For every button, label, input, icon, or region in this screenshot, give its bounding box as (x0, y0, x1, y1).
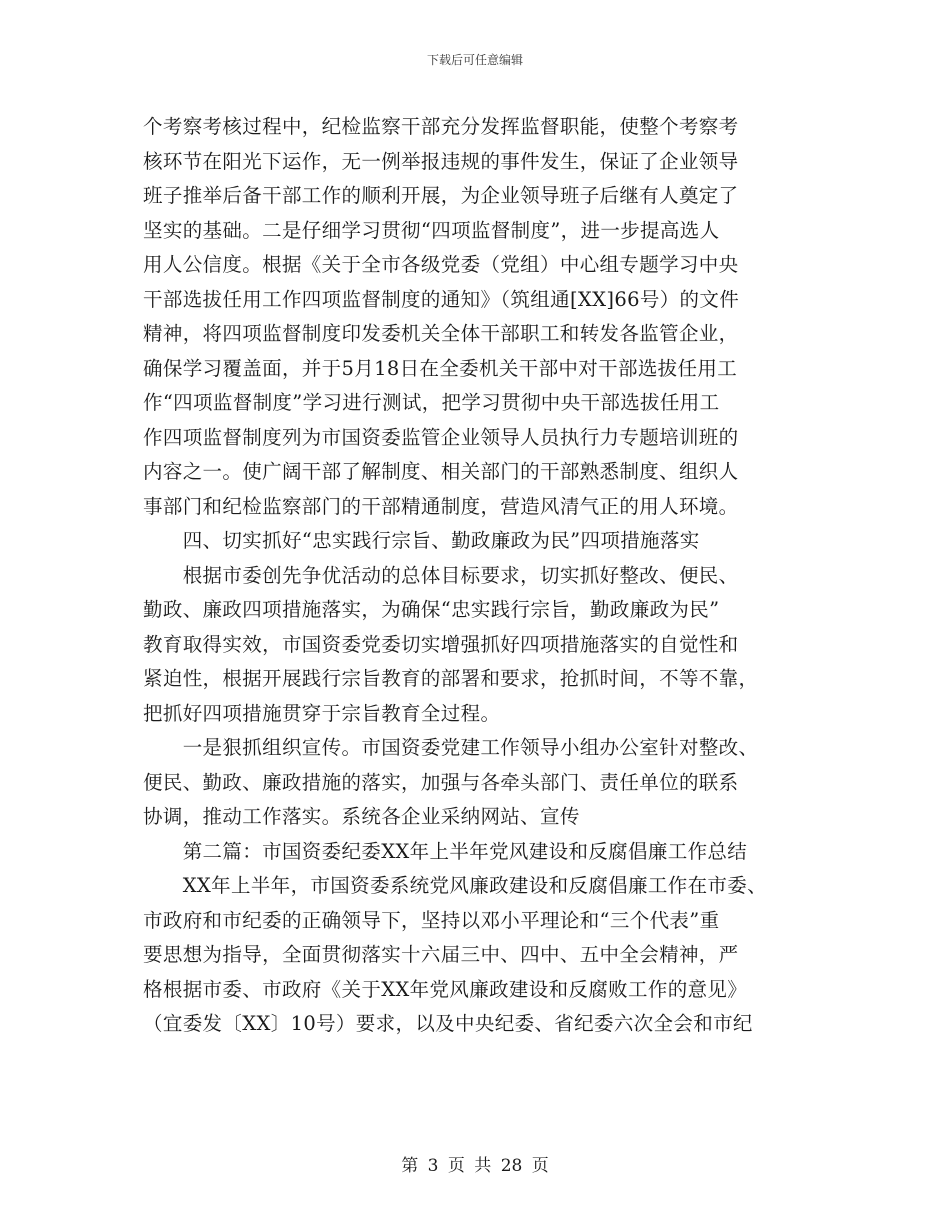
text-line: 勤政、廉政四项措施落实，为确保“忠实践行宗旨，勤政廉政为民” (143, 598, 720, 621)
text-line: 用人公信度。根据《关于全市各级党委（党组）中心组专题学习中央 (143, 253, 739, 276)
text-line: 协调，推动工作落实。系统各企业采纳网站、宣传 (143, 805, 580, 828)
page-header: 下载后可任意编辑 (426, 53, 523, 67)
text-line: 市政府和市纪委的正确领导下，坚持以邓小平理论和“三个代表”重 (143, 908, 720, 932)
document-body (143, 110, 803, 1042)
text-line: 作“四项监督制度”学习进行测试，把学习贯彻中央干部选拔任用工 (143, 391, 720, 414)
text-line: 便民、勤政、廉政措施的落实，加强与各牵头部门、责任单位的联系 (143, 770, 739, 794)
text-line: 格根据市委、市政府《关于XX年党风廉政建设和反腐败工作的意见》 (143, 977, 748, 1001)
text-line: 内容之一。使广阔干部了解制度、相关部门的干部熟悉制度、组织人 (143, 460, 739, 483)
text-line: 紧迫性，根据开展践行宗旨教育的部署和要求，抢抓时间，不等不靠， (143, 667, 759, 690)
text-line: 一是狠抓组织宣传。市国资委党建工作领导小组办公室针对整改、 (143, 736, 759, 759)
section-heading: 四、切实抓好“忠实践行宗旨、勤政廉政为民”四项措施落实 (143, 529, 700, 552)
text-line: 要思想为指导，全面贯彻落实十六届三中、四中、五中全会精神，严 (143, 943, 739, 966)
text-line: XX年上半年，市国资委系统党风廉政建设和反腐倡廉工作在市委、 (143, 874, 767, 897)
section-heading: 第二篇：市国资委纪委XX年上半年党风建设和反腐倡廉工作总结 (143, 839, 748, 863)
page-number: 第 3 页 共 28 页 (401, 1156, 549, 1176)
text-line: 核环节在阳光下运作，无一例举报违规的事件发生，保证了企业领导 (143, 149, 739, 173)
text-line: 班子推举后备干部工作的顺利开展，为企业领导班子后继有人奠定了 (143, 184, 739, 207)
text-line: （宜委发〔XX〕10号）要求，以及中央纪委、省纪委六次全会和市纪 (143, 1012, 753, 1035)
text-line: 作四项监督制度列为市国资委监管企业领导人员执行力专题培训班的 (143, 425, 739, 449)
text-line: 坚实的基础。二是仔细学习贯彻“四项监督制度”，进一步提高选人 (143, 218, 720, 242)
text-line: 精神，将四项监督制度印发委机关全体干部职工和转发各监管企业， (143, 322, 739, 345)
text-line: 把抓好四项措施贯穿于宗旨教育全过程。 (143, 701, 501, 725)
text-line: 干部选拔任用工作四项监督制度的通知》（筑组通[XX]66号）的文件 (143, 287, 740, 311)
text-line: 根据市委创先争优活动的总体目标要求，切实抓好整改、便民、 (143, 563, 739, 587)
text-line: 个考察考核过程中，纪检监察干部充分发挥监督职能，使整个考察考 (143, 115, 739, 138)
text-line: 确保学习覆盖面，并于5月18日在全委机关干部中对干部选拔任用工 (143, 356, 738, 380)
text-line: 事部门和纪检监察部门的干部精通制度，营造风清气正的用人环境。 (143, 494, 739, 518)
text-line: 教育取得实效，市国资委党委切实增强抓好四项措施落实的自觉性和 (143, 632, 739, 656)
